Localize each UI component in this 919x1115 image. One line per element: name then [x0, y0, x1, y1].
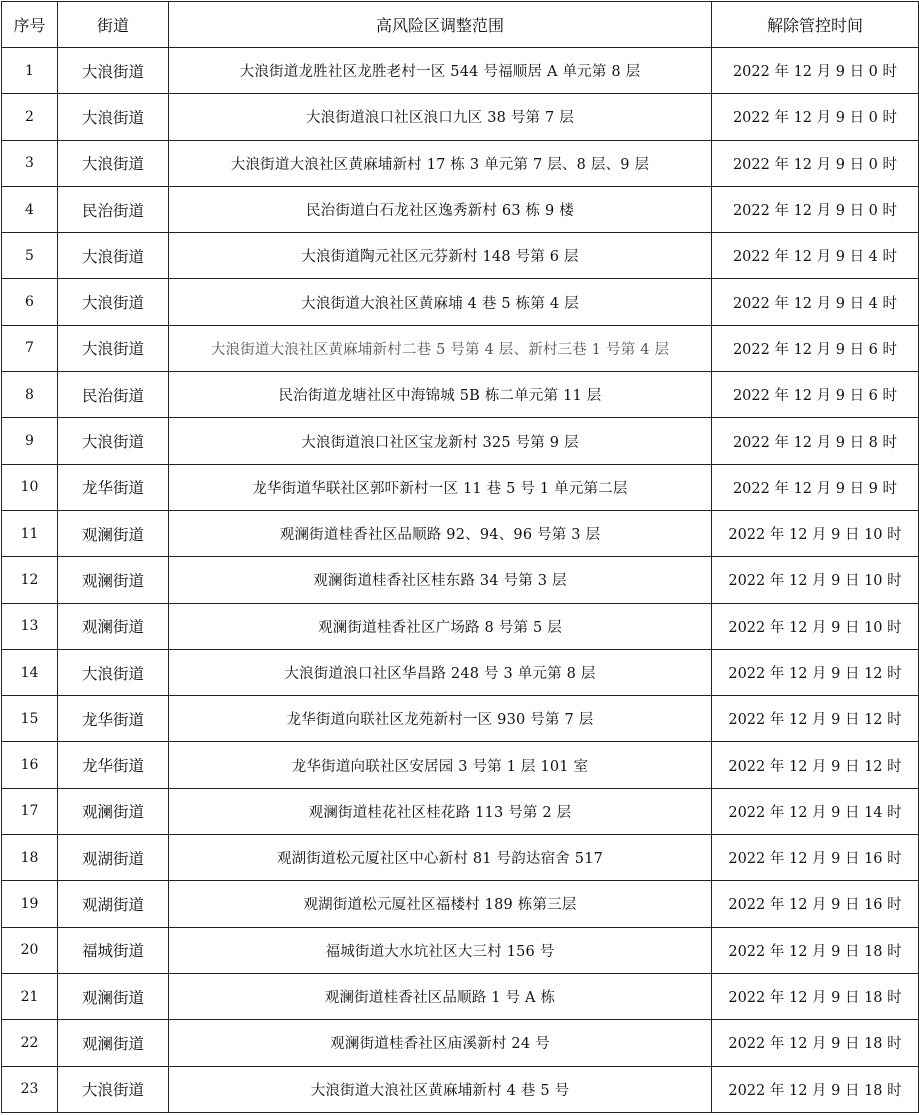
serial-number-cell: 21	[2, 973, 58, 1019]
release-time-cell: 2022 年 12 月 9 日 10 时	[712, 603, 919, 649]
table-row	[2, 279, 919, 325]
release-time-cell: 2022 年 12 月 9 日 6 时	[712, 325, 919, 371]
table-row	[2, 510, 919, 556]
scope-cell: 民治街道龙塘社区中海锦城 5B 栋二单元第 11 层	[169, 372, 712, 418]
table-row	[2, 140, 919, 186]
scope-cell: 大浪街道大浪社区黄麻埔新村 4 巷 5 号	[169, 1066, 712, 1112]
scope-cell: 龙华街道华联社区郭吓新村一区 11 巷 5 号 1 单元第二层	[169, 464, 712, 510]
street-cell: 观澜街道	[58, 1020, 169, 1066]
header-adjusted-scope: 高风险区调整范围	[169, 2, 712, 48]
table-row	[2, 94, 919, 140]
release-time-cell: 2022 年 12 月 9 日 18 时	[712, 973, 919, 1019]
header-serial-number: 序号	[2, 2, 58, 48]
table-row	[2, 418, 919, 464]
table-row	[2, 464, 919, 510]
table-row	[2, 186, 919, 232]
street-cell: 大浪街道	[58, 140, 169, 186]
table-row	[2, 603, 919, 649]
serial-number-cell: 15	[2, 696, 58, 742]
release-time-cell: 2022 年 12 月 9 日 14 时	[712, 788, 919, 834]
street-cell: 观湖街道	[58, 835, 169, 881]
release-time-cell: 2022 年 12 月 9 日 9 时	[712, 464, 919, 510]
serial-number-cell: 13	[2, 603, 58, 649]
release-time-cell: 2022 年 12 月 9 日 10 时	[712, 557, 919, 603]
scope-cell: 福城街道大水坑社区大三村 156 号	[169, 927, 712, 973]
serial-number-cell: 1	[2, 48, 58, 94]
scope-cell: 大浪街道陶元社区元芬新村 148 号第 6 层	[169, 233, 712, 279]
street-cell: 大浪街道	[58, 1066, 169, 1112]
serial-number-cell: 19	[2, 881, 58, 927]
serial-number-cell: 6	[2, 279, 58, 325]
street-cell: 观湖街道	[58, 881, 169, 927]
release-time-cell: 2022 年 12 月 9 日 4 时	[712, 233, 919, 279]
table-header-row	[2, 2, 919, 48]
street-cell: 大浪街道	[58, 418, 169, 464]
table-row	[2, 48, 919, 94]
scope-cell: 龙华街道向联社区龙苑新村一区 930 号第 7 层	[169, 696, 712, 742]
release-time-cell: 2022 年 12 月 9 日 0 时	[712, 140, 919, 186]
scope-cell: 大浪街道大浪社区黄麻埔新村二巷 5 号第 4 层、新村三巷 1 号第 4 层	[169, 325, 712, 371]
header-release-time: 解除管控时间	[712, 2, 919, 48]
street-cell: 观澜街道	[58, 788, 169, 834]
street-cell: 观澜街道	[58, 510, 169, 556]
table-row	[2, 927, 919, 973]
serial-number-cell: 9	[2, 418, 58, 464]
street-cell: 观澜街道	[58, 973, 169, 1019]
release-time-cell: 2022 年 12 月 9 日 0 时	[712, 48, 919, 94]
release-time-cell: 2022 年 12 月 9 日 0 时	[712, 186, 919, 232]
serial-number-cell: 3	[2, 140, 58, 186]
scope-cell: 观澜街道桂花社区桂花路 113 号第 2 层	[169, 788, 712, 834]
release-time-cell: 2022 年 12 月 9 日 18 时	[712, 1066, 919, 1112]
release-time-cell: 2022 年 12 月 9 日 12 时	[712, 696, 919, 742]
street-cell: 大浪街道	[58, 649, 169, 695]
street-cell: 福城街道	[58, 927, 169, 973]
serial-number-cell: 10	[2, 464, 58, 510]
street-cell: 龙华街道	[58, 696, 169, 742]
serial-number-cell: 18	[2, 835, 58, 881]
scope-cell: 民治街道白石龙社区逸秀新村 63 栋 9 楼	[169, 186, 712, 232]
table-row	[2, 372, 919, 418]
table-row	[2, 649, 919, 695]
scope-cell: 观澜街道桂香社区广场路 8 号第 5 层	[169, 603, 712, 649]
serial-number-cell: 17	[2, 788, 58, 834]
serial-number-cell: 7	[2, 325, 58, 371]
scope-cell: 观湖街道松元厦社区福楼村 189 栋第三层	[169, 881, 712, 927]
street-cell: 大浪街道	[58, 325, 169, 371]
serial-number-cell: 11	[2, 510, 58, 556]
risk-area-table	[1, 1, 919, 1113]
table-row	[2, 557, 919, 603]
scope-cell: 大浪街道大浪社区黄麻埔 4 巷 5 栋第 4 层	[169, 279, 712, 325]
street-cell: 大浪街道	[58, 279, 169, 325]
street-cell: 大浪街道	[58, 48, 169, 94]
release-time-cell: 2022 年 12 月 9 日 16 时	[712, 835, 919, 881]
serial-number-cell: 22	[2, 1020, 58, 1066]
release-time-cell: 2022 年 12 月 9 日 12 时	[712, 742, 919, 788]
scope-cell: 大浪街道浪口社区宝龙新村 325 号第 9 层	[169, 418, 712, 464]
scope-cell: 大浪街道浪口社区浪口九区 38 号第 7 层	[169, 94, 712, 140]
serial-number-cell: 20	[2, 927, 58, 973]
scope-cell: 观澜街道桂香社区品顺路 1 号 A 栋	[169, 973, 712, 1019]
table-row	[2, 835, 919, 881]
table-row	[2, 973, 919, 1019]
release-time-cell: 2022 年 12 月 9 日 0 时	[712, 94, 919, 140]
serial-number-cell: 23	[2, 1066, 58, 1112]
serial-number-cell: 5	[2, 233, 58, 279]
table-row	[2, 233, 919, 279]
scope-cell: 龙华街道向联社区安居园 3 号第 1 层 101 室	[169, 742, 712, 788]
header-street: 街道	[58, 2, 169, 48]
table-row	[2, 1020, 919, 1066]
table-row	[2, 742, 919, 788]
release-time-cell: 2022 年 12 月 9 日 18 时	[712, 1020, 919, 1066]
serial-number-cell: 8	[2, 372, 58, 418]
street-cell: 大浪街道	[58, 94, 169, 140]
scope-cell: 大浪街道龙胜社区龙胜老村一区 544 号福顺居 A 单元第 8 层	[169, 48, 712, 94]
release-time-cell: 2022 年 12 月 9 日 12 时	[712, 649, 919, 695]
serial-number-cell: 2	[2, 94, 58, 140]
street-cell: 龙华街道	[58, 464, 169, 510]
serial-number-cell: 4	[2, 186, 58, 232]
table-row	[2, 696, 919, 742]
table-row	[2, 881, 919, 927]
serial-number-cell: 12	[2, 557, 58, 603]
serial-number-cell: 16	[2, 742, 58, 788]
table-row	[2, 325, 919, 371]
serial-number-cell: 14	[2, 649, 58, 695]
release-time-cell: 2022 年 12 月 9 日 6 时	[712, 372, 919, 418]
street-cell: 民治街道	[58, 186, 169, 232]
table-row	[2, 788, 919, 834]
scope-cell: 观澜街道桂香社区庙溪新村 24 号	[169, 1020, 712, 1066]
table-row	[2, 1066, 919, 1112]
release-time-cell: 2022 年 12 月 9 日 4 时	[712, 279, 919, 325]
release-time-cell: 2022 年 12 月 9 日 16 时	[712, 881, 919, 927]
scope-cell: 观湖街道松元厦社区中心新村 81 号韵达宿舍 517	[169, 835, 712, 881]
release-time-cell: 2022 年 12 月 9 日 18 时	[712, 927, 919, 973]
scope-cell: 大浪街道大浪社区黄麻埔新村 17 栋 3 单元第 7 层、8 层、9 层	[169, 140, 712, 186]
street-cell: 大浪街道	[58, 233, 169, 279]
release-time-cell: 2022 年 12 月 9 日 10 时	[712, 510, 919, 556]
scope-cell: 大浪街道浪口社区华昌路 248 号 3 单元第 8 层	[169, 649, 712, 695]
scope-cell: 观澜街道桂香社区品顺路 92、94、96 号第 3 层	[169, 510, 712, 556]
street-cell: 龙华街道	[58, 742, 169, 788]
release-time-cell: 2022 年 12 月 9 日 8 时	[712, 418, 919, 464]
street-cell: 观澜街道	[58, 557, 169, 603]
street-cell: 观澜街道	[58, 603, 169, 649]
street-cell: 民治街道	[58, 372, 169, 418]
scope-cell: 观澜街道桂香社区桂东路 34 号第 3 层	[169, 557, 712, 603]
table-body	[2, 48, 919, 1113]
